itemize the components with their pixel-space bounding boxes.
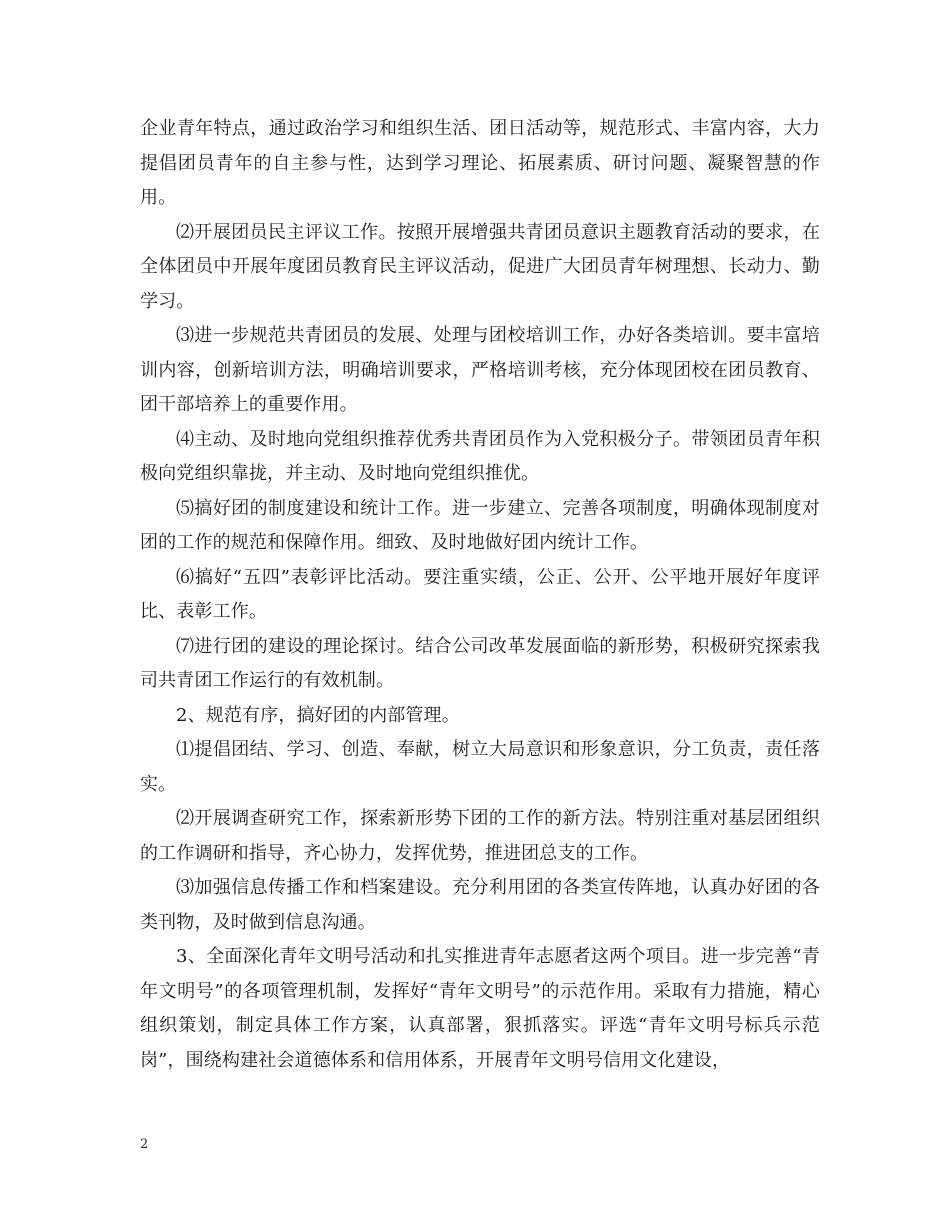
document-body [140, 112, 820, 1078]
paragraph: ⑴提倡团结、学习、创造、奉献，树立大局意识和形象意识，分工负责，责任落实。 [140, 739, 820, 795]
paragraph: 3、全面深化青年文明号活动和扎实推进青年志愿者这两个项目。进一步完善“青年文明号”的各项管理机制，发挥好“青年文明号”的示范作用。采取有力措施，精心组织策划，制定具体工作方案，认真部署，狠抓落实。评选“青年文明号标兵示范岗”，围绕构建社会道德体系和信用体系，开展青年文明号信用文化建设， [140, 946, 820, 1071]
section-heading: 2、规范有序，搞好团的内部管理。 [176, 704, 460, 726]
paragraph: ⑵开展团员民主评议工作。按照开展增强共青团员意识主题教育活动的要求，在全体团员中开展年度团员教育民主评议活动，促进广大团员青年树理想、长动力、勤学习。 [140, 221, 820, 312]
paragraph: ⑶加强信息传播工作和档案建设。充分利用团的各类宣传阵地，认真办好团的各类刊物，及时做到信息沟通。 [140, 877, 820, 933]
paragraph: ⑸搞好团的制度建设和统计工作。进一步建立、完善各项制度，明确体现制度对团的工作的规范和保障作用。细致、及时地做好团内统计工作。 [140, 497, 820, 553]
paragraph: ⑷主动、及时地向党组织推荐优秀共青团员作为入党积极分子。带领团员青年积极向党组织靠拢，并主动、及时地向党组织推优。 [140, 428, 820, 484]
page-number: 2 [140, 1137, 149, 1152]
paragraph: ⑺进行团的建设的理论探讨。结合公司改革发展面临的新形势，积极研究探索我司共青团工作运行的有效机制。 [140, 635, 820, 691]
paragraph: 企业青年特点，通过政治学习和组织生活、团日活动等，规范形式、丰富内容，大力提倡团员青年的自主参与性，达到学习理论、拓展素质、研讨问题、凝聚智慧的作用。 [140, 118, 820, 208]
paragraph: ⑵开展调查研究工作，探索新形势下团的工作的新方法。特别注重对基层团组织的工作调研和指导，齐心协力，发挥优势，推进团总支的工作。 [140, 808, 820, 864]
paragraph: ⑶进一步规范共青团员的发展、处理与团校培训工作，办好各类培训。要丰富培训内容，创新培训方法，明确培训要求，严格培训考核，充分体现团校在团员教育、团干部培养上的重要作用。 [140, 325, 820, 415]
paragraph: ⑹搞好“五四”表彰评比活动。要注重实绩，公正、公开、公平地开展好年度评比、表彰工作。 [140, 566, 820, 622]
